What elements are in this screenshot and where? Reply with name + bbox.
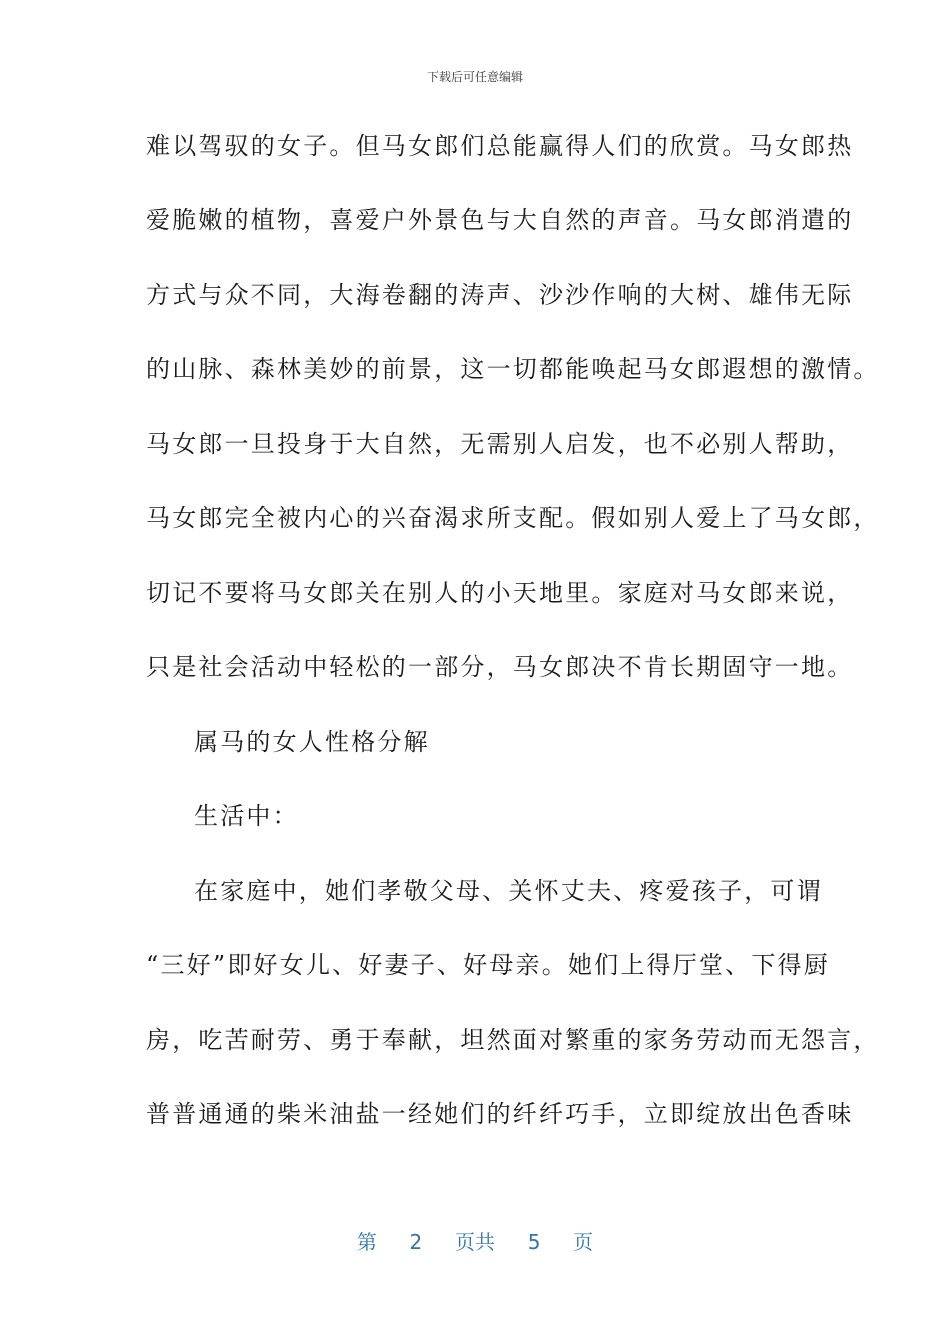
body-line: 切记不要将马女郎关在别人的小天地里。家庭对马女郎来说， (146, 579, 854, 607)
paragraph-start-line: 在家庭中，她们孝敬父母、关怀丈夫、疼爱孩子，可谓 (194, 877, 823, 905)
body-line: 马女郎一旦投身于大自然，无需别人启发，也不必别人帮助， (146, 430, 854, 458)
section-heading: 属马的女人性格分解 (194, 728, 430, 756)
body-line: 爱脆嫩的植物，喜爱户外景色与大自然的声音。马女郎消遣的 (146, 206, 854, 234)
body-line: “三好”即好女儿、好妻子、好母亲。她们上得厅堂、下得厨 (146, 951, 830, 979)
body-line: 的山脉、森林美妙的前景，这一切都能唤起马女郎遐想的激情。 (146, 355, 880, 383)
footer-suffix: 页 (573, 1230, 594, 1254)
page-footer (0, 1226, 950, 1255)
footer-middle: 页共 (455, 1230, 495, 1254)
total-pages-number: 5 (527, 1230, 541, 1254)
body-line: 方式与众不同，大海卷翻的涛声、沙沙作响的大树、雄伟无际 (146, 281, 854, 309)
current-page-number: 2 (409, 1230, 423, 1254)
page-header: 下载后可任意编辑 (426, 70, 523, 84)
body-line: 只是社会活动中轻松的一部分，马女郎决不肯长期固守一地。 (146, 653, 854, 681)
body-line: 马女郎完全被内心的兴奋渴求所支配。假如别人爱上了马女郎， (146, 504, 880, 532)
body-line: 房，吃苦耐劳、勇于奉献，坦然面对繁重的家务劳动而无怨言， (146, 1026, 880, 1054)
body-line: 普普通通的柴米油盐一经她们的纤纤巧手，立即绽放出色香味 (146, 1100, 854, 1128)
footer-prefix: 第 (356, 1230, 377, 1254)
body-line: 难以驾驭的女子。但马女郎们总能赢得人们的欣赏。马女郎热 (146, 132, 854, 160)
subsection-label: 生活中： (194, 802, 299, 830)
